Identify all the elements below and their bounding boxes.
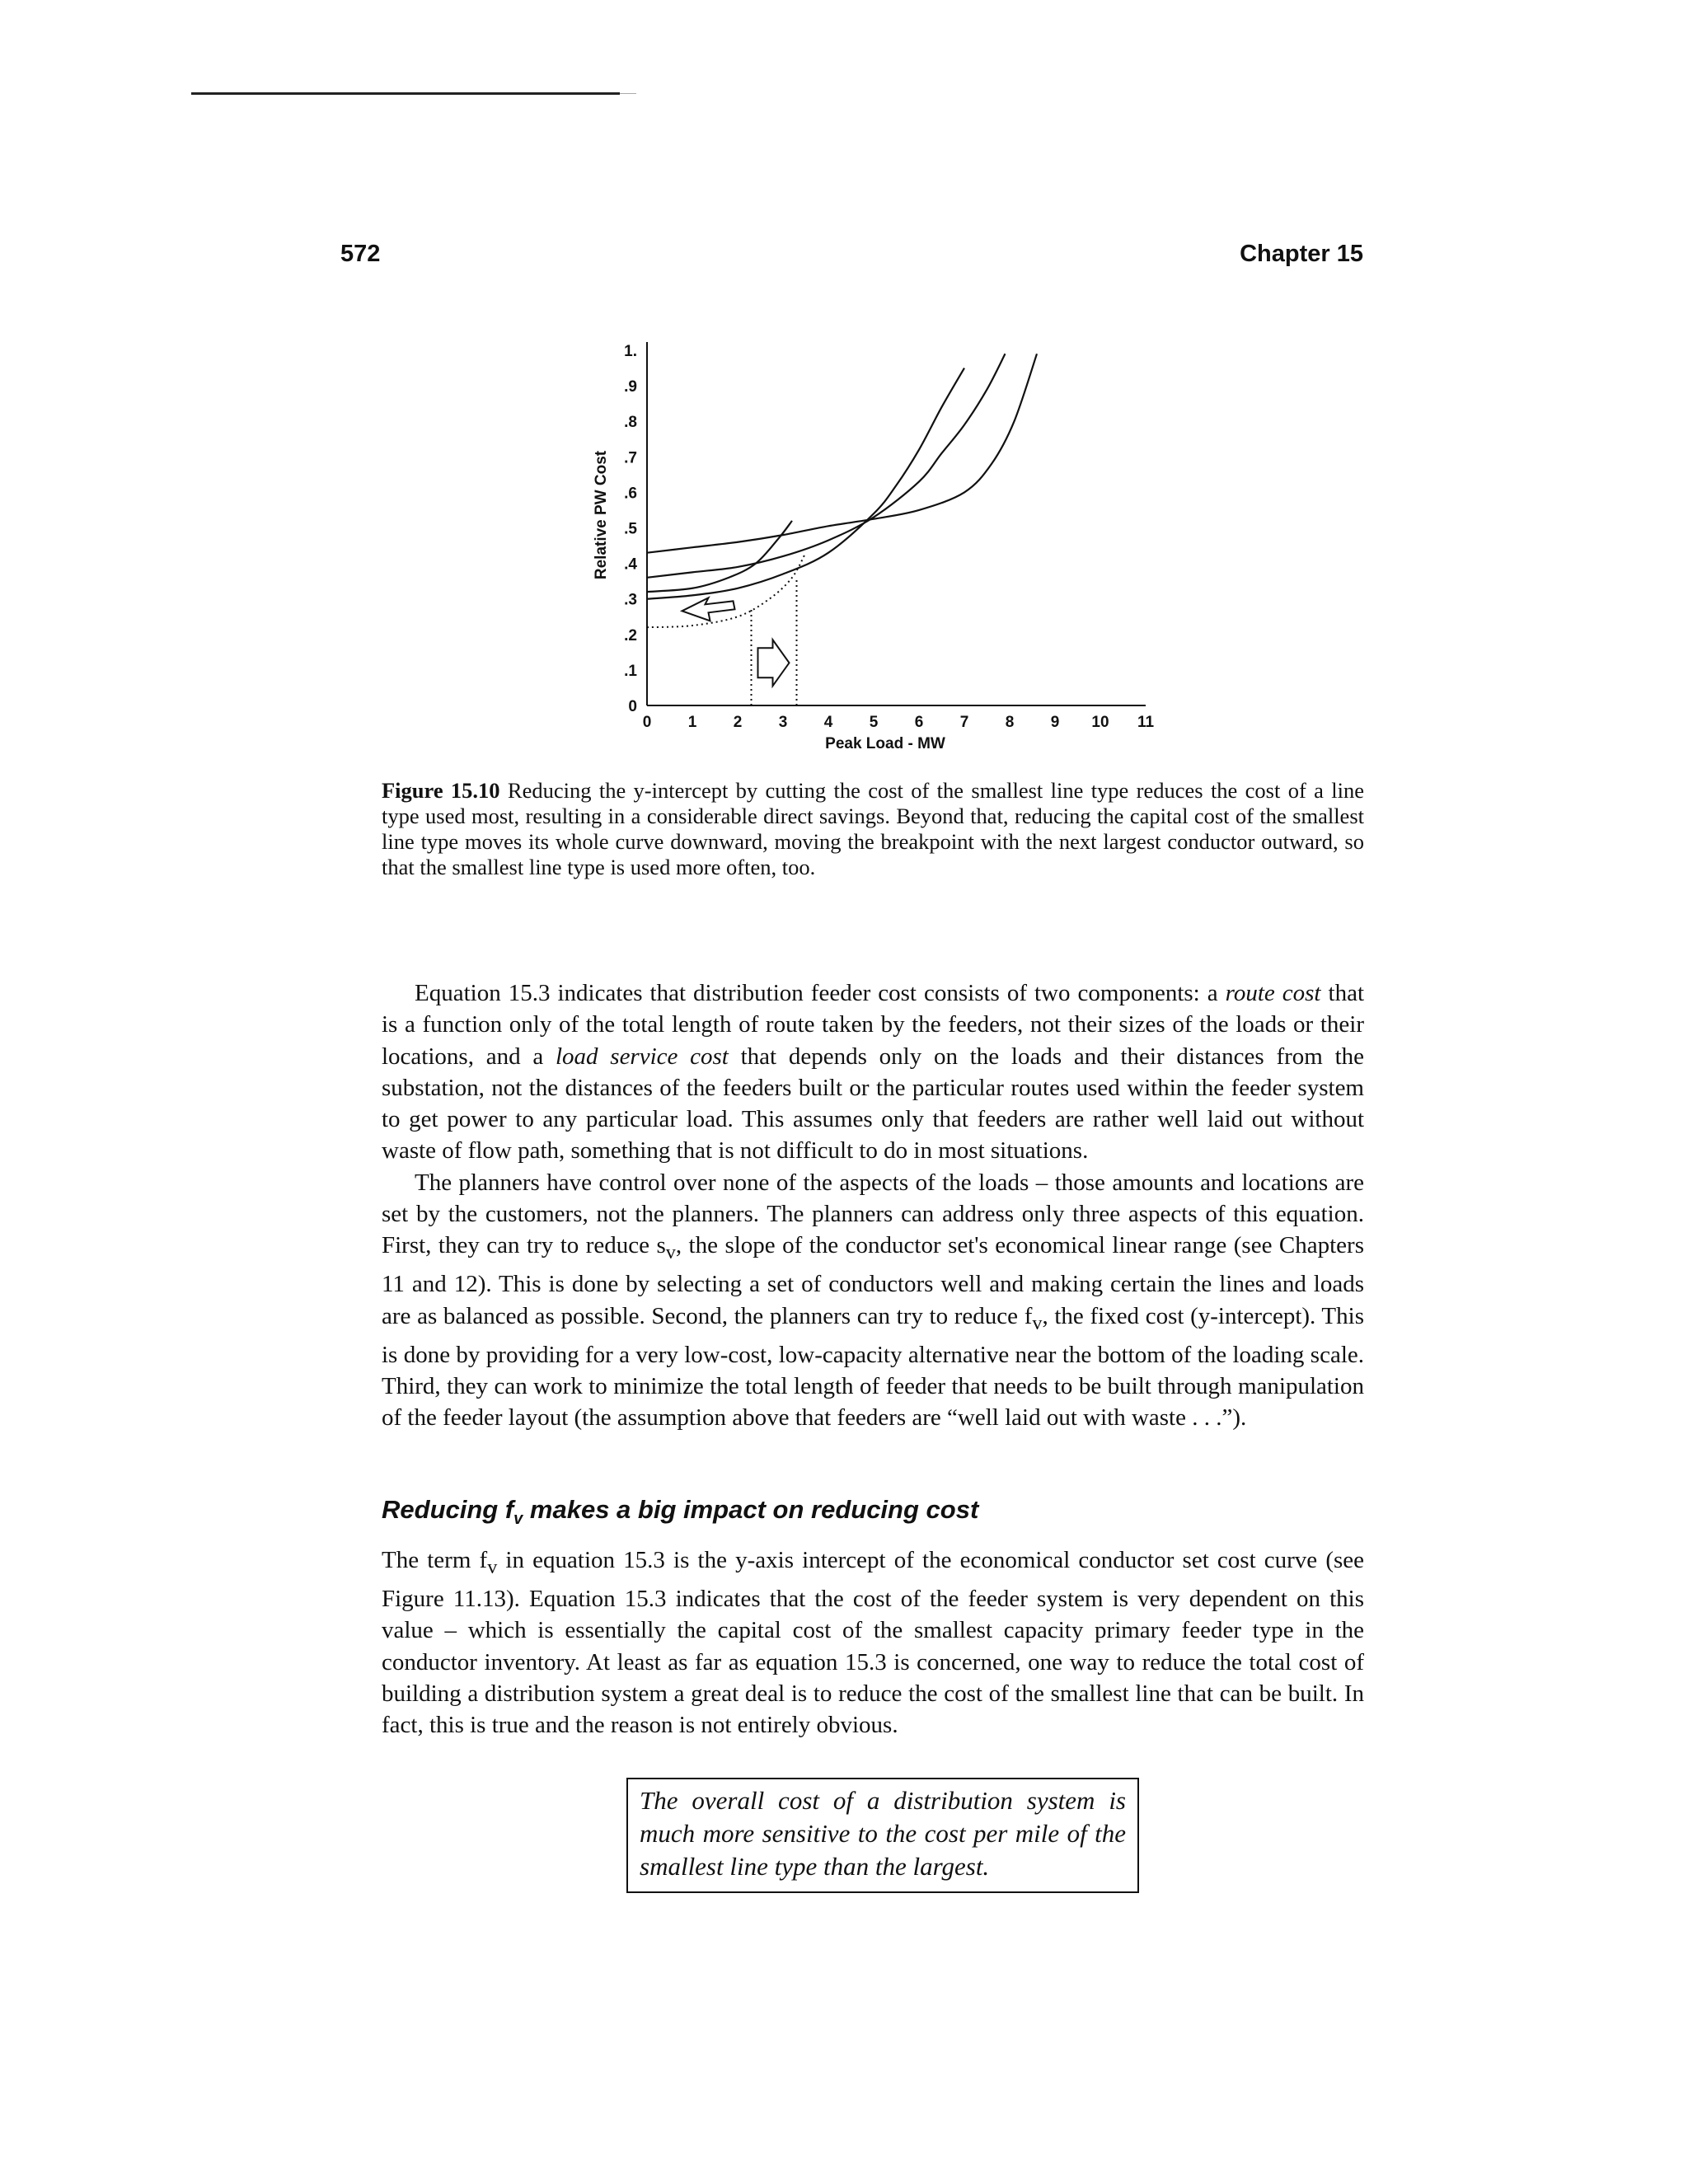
term-load-service-cost: load service cost: [555, 1043, 729, 1070]
y-tick-label: 0: [628, 698, 637, 715]
x-tick-label: 10: [1091, 714, 1109, 731]
x-tick-label: 2: [733, 714, 743, 731]
x-tick-label: 1: [687, 714, 697, 731]
header-rule-tail: [620, 93, 636, 94]
series-line-1: [647, 354, 1037, 552]
x-tick-label: 8: [1005, 714, 1015, 731]
section-heading: Reducing $f_v$ makes a big impact on reducing cost: [382, 1495, 979, 1529]
y-tick-label: .3: [624, 591, 637, 609]
annotation-arrow-2: [758, 640, 790, 686]
x-tick-label: 9: [1050, 714, 1060, 731]
paragraph-fv-intercept: The term $f_v$ in equation 15.3 is the y-axis intercept of the economical conductor set cost curve (see Figure 11.13). Equation 15.3 indicates that the cost of the feeder system is very dependent on this value – which is essentially the capital cost of the smallest capacity primary feeder type in the conductor inventory. At least as far as equation 15.3 is concerned, one way to reduce the total cost of building a distribution system a great deal is to reduce the cost of the smallest line that can be built. In fact, this is true and the reason is not entirely obvious.: [382, 1547, 1365, 1739]
figure-caption: [382, 778, 1364, 880]
x-axis-label: Peak Load - MW: [825, 735, 945, 752]
y-tick-label: .4: [624, 555, 637, 574]
x-tick-label: 3: [778, 714, 788, 731]
y-tick-label: 1.: [624, 343, 637, 360]
header-rule: [191, 92, 620, 95]
x-tick-label: 11: [1137, 714, 1155, 731]
callout-box: The overall cost of a distribution system is much more sensitive to the cost per mile of the smallest line type than the largest.: [626, 1778, 1139, 1893]
annotation-arrow-1: [682, 598, 735, 621]
y-tick-label: .8: [624, 414, 637, 432]
figure-caption-text: Reducing the y-intercept by cutting the cost of the smallest line type reduces the cost of a line type used most, resulting in a considerable direct savings. Beyond that, reducing the capital cost of the smallest line type moves its whole curve downward, moving the breakpoint with the next largest conductor outward, so that the smallest line type is used more often, too.: [382, 778, 1364, 879]
paragraph-route-cost: Equation 15.3 indicates that distribution feeder cost consists of two components: a route cost that is a function only of the total length of route taken by the feeders, not their sizes of the loads or their locations, and a load service cost that depends only on the loads and their distances from the substation, not the distances of the feeders built or the particular routes used within the feeder system to get power to any particular load. This assumes only that feeders are rather well laid out without waste of flow path, something that is not difficult to do in most situations.: [382, 980, 1364, 1165]
x-tick-label: 4: [823, 714, 833, 731]
series-line-2: [647, 354, 1006, 578]
plot-area: [624, 342, 1154, 731]
term-route-cost: route cost: [1225, 980, 1321, 1006]
y-tick-label: .2: [624, 626, 637, 644]
y-axis-label: Relative PW Cost: [593, 450, 610, 580]
page-number: 572: [340, 241, 381, 267]
x-tick-label: 5: [869, 714, 879, 731]
y-tick-label: .5: [624, 520, 637, 538]
y-tick-label: .6: [624, 485, 637, 503]
body-paragraphs-top: [382, 977, 1364, 1434]
x-tick-label: 7: [959, 714, 969, 731]
body-paragraphs-bottom: [382, 1544, 1364, 1741]
paragraph-planner-control: The planners have control over none of the aspects of the loads – those amounts and locations are set by the customers, not the planners. The planners can address only three aspects of this equation. First, they can try to reduce $s_v$, the slope of the conductor set's economical linear range (see Chapters 11 and 12). This is done by selecting a set of conductors well and making certain the lines and loads are as balanced as possible. Second, the planners can try to reduce $f_v$, the fixed cost (y-intercept). This is done by providing for a very low-cost, low-capacity alternative near the bottom of the loading scale. Third, they can work to minimize the total length of feeder that needs to be built through manipulation of the feeder layout (the assumption above that feeders are “well laid out with waste . . .”).: [382, 1169, 1364, 1432]
series-line-4: [647, 521, 792, 592]
x-tick-label: 6: [914, 714, 924, 731]
figure-caption-label: Figure 15.10: [382, 778, 500, 803]
y-tick-label: .7: [624, 449, 637, 467]
y-tick-label: .1: [624, 662, 637, 680]
figure-15-10-chart: [569, 330, 1162, 766]
y-tick-label: .9: [624, 378, 637, 396]
x-tick-label: 0: [642, 714, 652, 731]
chapter-title: Chapter 15: [1240, 241, 1363, 267]
